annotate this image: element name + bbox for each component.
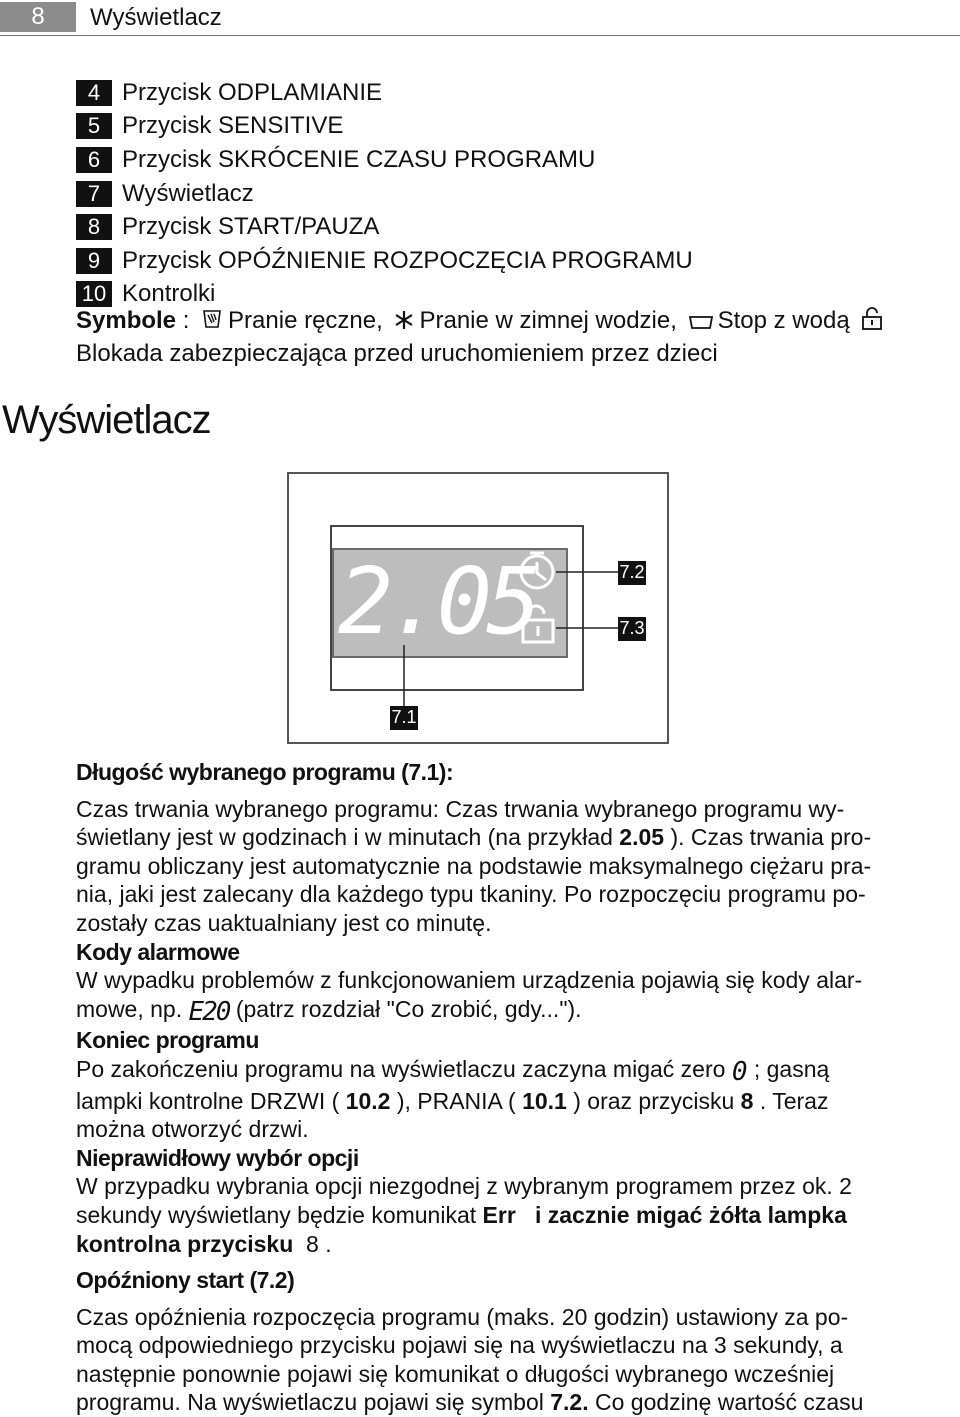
legend-number: 9 (76, 248, 112, 274)
text-span: . (318, 1230, 332, 1257)
legend-item (76, 76, 693, 110)
legend-number: 6 (76, 147, 112, 173)
heading-delayed-start: Opóźniony start (7.2) (76, 1267, 295, 1294)
text-span: . Teraz (753, 1087, 829, 1114)
header-title: Wyświetlacz (90, 4, 222, 31)
paragraph-line (76, 995, 960, 1027)
legend-number: 4 (76, 80, 112, 106)
alarm-code-example: E20 (188, 996, 230, 1027)
legend-item (76, 143, 693, 177)
paragraph-line: następnie ponownie pojawi się komunikat o długości wybranego wcześniej (76, 1360, 835, 1387)
symbols-colon: : (176, 307, 190, 334)
text-span: 8 (293, 1230, 319, 1257)
text-span: ) oraz przycisku (566, 1087, 741, 1114)
hand-wash-icon (200, 307, 224, 339)
legend-number: 8 (76, 214, 112, 240)
paragraph-line: zostały czas uaktualniany jest co minutę. (76, 909, 492, 936)
heading-alarm-codes: Kody alarmowe (76, 938, 240, 965)
heading-invalid-option: Nieprawidłowy wybór opcji (76, 1144, 359, 1171)
legend-item (76, 210, 693, 244)
cold-wash-label: Pranie w zimnej wodzie, (419, 307, 677, 334)
callout-tag-71: 7.1 (390, 706, 418, 730)
hand-wash-label: Pranie ręczne, (228, 307, 383, 334)
numbered-legend-list (76, 76, 693, 311)
legend-number: 5 (76, 113, 112, 139)
header-divider (0, 35, 960, 36)
legend-label: Wyświetlacz (122, 179, 254, 207)
legend-item (76, 110, 693, 144)
rinse-hold-label: Stop z wodą (717, 307, 850, 334)
bold-text: kontrolna przycisku (76, 1230, 294, 1257)
text-span: lampki kontrolne DRZWI ( (76, 1087, 346, 1114)
paragraph-line: można otworzyć drzwi. (76, 1116, 309, 1143)
heading-program-end: Koniec programu (76, 1027, 259, 1054)
text-span: Po zakończeniu programu na wyświetlaczu zaczyna migać zero (76, 1055, 732, 1082)
text-span: Co godzinę wartość czasu (588, 1389, 864, 1416)
text-span: ), PRANIA ( (390, 1087, 523, 1114)
paragraph-line: mocą odpowiedniego przycisku pojawi się na wyświetlaczu na 3 sekundy, a (76, 1332, 843, 1359)
text-span: programu. Na wyświetlaczu pojawi się symbol (76, 1389, 551, 1416)
legend-number: 7 (76, 181, 112, 207)
bold-text: i zacznie migać żółta lampka (515, 1201, 847, 1228)
legend-label: Przycisk ODPLAMIANIE (122, 78, 383, 106)
symbols-legend (76, 306, 946, 369)
paragraph-line: Czas opóźnienia rozpoczęcia programu (maks. 20 godzin) ustawiony za po- (76, 1303, 849, 1330)
text-span: sekundy wyświetlany będzie komunikat (76, 1201, 483, 1228)
legend-label: Przycisk START/PAUZA (122, 213, 380, 241)
err-message: Err (482, 1201, 516, 1228)
legend-label: Przycisk OPÓŹNIENIE ROZPOCZĘCIA PROGRAMU (122, 246, 693, 274)
body-text (76, 758, 960, 1417)
paragraph-line (76, 823, 960, 852)
legend-number: 10 (76, 281, 112, 307)
paragraph-line: Czas trwania wybranego programu: Czas trwania wybranego programu wy- (76, 795, 845, 822)
zero-digit-symbol: 0 (731, 1056, 748, 1087)
text-span: (patrz rozdział "Co zrobić, gdy..."). (229, 995, 582, 1022)
text-span: mowe, np. (76, 995, 189, 1022)
heading-program-length: Długość wybranego programu (7.1): (76, 759, 454, 785)
callout-tag-73: 7.3 (618, 617, 646, 641)
legend-item (76, 244, 693, 278)
text-span: ). Czas trwania pro- (664, 824, 872, 851)
page-header (0, 0, 960, 40)
ref-10-2: 10.2 (345, 1087, 391, 1114)
child-lock-icon (860, 307, 884, 339)
text-span: świetlany jest w godzinach i w minutach (na przykład (76, 824, 620, 851)
page-number: 8 (0, 2, 76, 32)
callout-tag-72: 7.2 (618, 561, 646, 585)
paragraph-line: W przypadku wybrania opcji niezgodnej z wybranym programem przez ok. 2 (76, 1173, 852, 1200)
paragraph-line: nia, jaki jest zalecany dla każdego typu tkaniny. Po rozpoczęciu programu po- (76, 881, 866, 908)
section-title: Wyświetlacz (2, 398, 211, 442)
legend-item (76, 177, 693, 211)
paragraph-line: W wypadku problemów z funkcjonowaniem urządzenia pojawią się kody alar- (76, 967, 863, 994)
paragraph-line (76, 1230, 960, 1259)
ref-10-1: 10.1 (522, 1087, 567, 1114)
ref-7-2: 7.2. (550, 1389, 589, 1416)
legend-label: Przycisk SENSITIVE (122, 112, 344, 140)
cold-wash-icon (393, 309, 415, 339)
paragraph-line: gramu obliczany jest automatycznie na podstawie maksymalnego ciężaru pra- (76, 852, 872, 879)
rinse-hold-icon (688, 309, 714, 339)
symbols-label: Symbole (76, 307, 177, 334)
paragraph-line (76, 1055, 960, 1087)
child-lock-label: Blokada zabezpieczająca przed uruchomieniem przez dzieci (76, 340, 718, 367)
text-span: ; gasną (747, 1055, 830, 1082)
lcd-digits: 2.05 (338, 548, 536, 655)
paragraph-line (76, 1201, 960, 1230)
legend-label: Kontrolki (122, 280, 216, 308)
ref-8: 8 (740, 1087, 754, 1114)
example-time: 2.05 (619, 824, 665, 851)
legend-label: Przycisk SKRÓCENIE CZASU PROGRAMU (122, 145, 596, 173)
paragraph-line (76, 1087, 960, 1116)
